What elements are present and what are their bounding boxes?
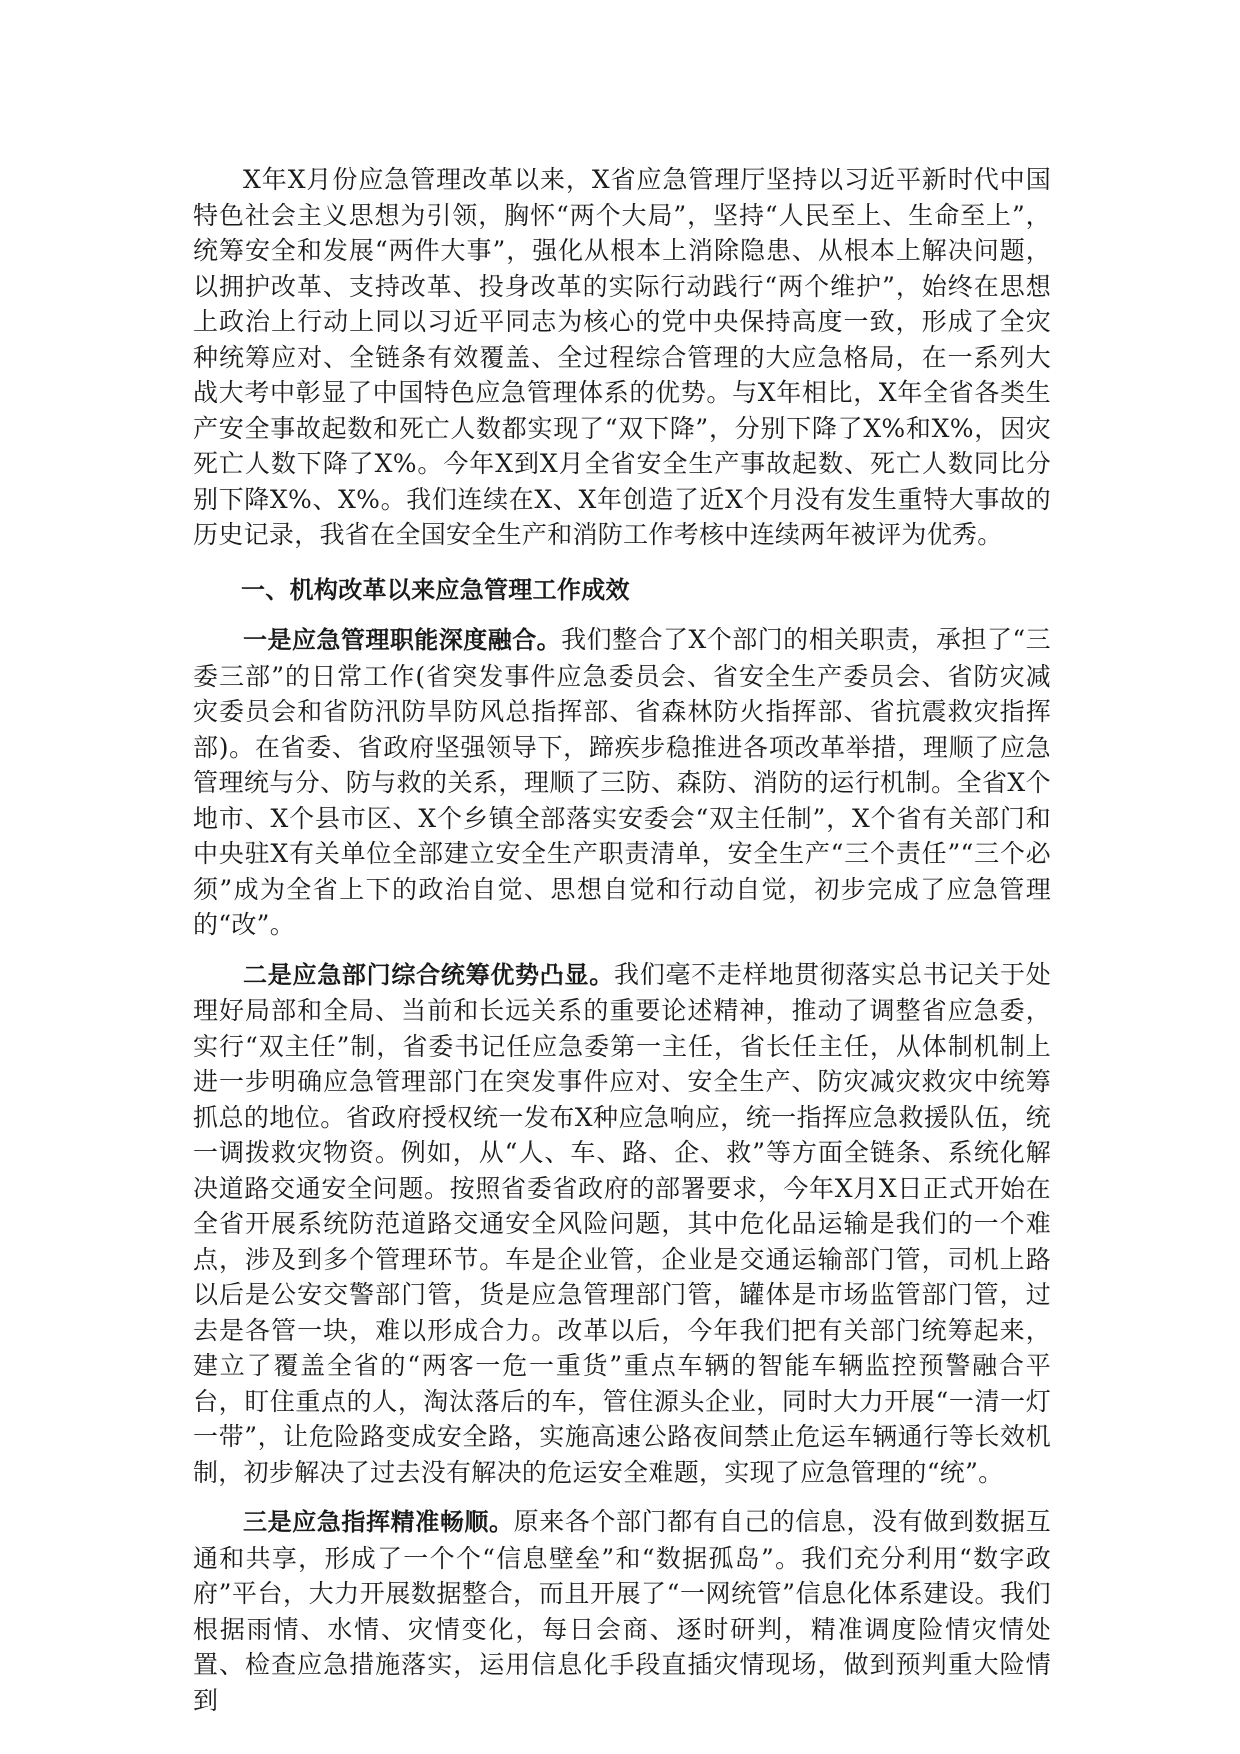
point-lead-1: 一是应急管理职能深度融合。 xyxy=(243,626,562,654)
point-paragraph-3 xyxy=(193,1504,1051,1718)
point-paragraph-2 xyxy=(193,957,1051,1491)
point-lead-3: 三是应急指挥精准畅顺。 xyxy=(243,1508,514,1536)
point-body-1: 我们整合了X个部门的相关职责，承担了“三委三部”的日常工作(省突发事件应急委员会、省安全生产委员会、省防灾减灾委员会和省防汛防旱防风总指挥部、省森林防火指挥部、省抗震救灾指挥部)。在省委、省政府坚强领导下，蹄疾步稳推进各项改革举措，理顺了应急管理统与分、防与救的关系，理顺了三防、森防、消防的运行机制。全省X个地市、X个县市区、X个乡镇全部落实安委会“双主任制”，X个省有关部门和中央驻X有关单位全部建立安全生产职责清单，安全生产“三个责任”“三个必须”成为全省上下的政治自觉、思想自觉和行动自觉，初步完成了应急管理的“改”。 xyxy=(193,625,1051,939)
point-lead-2: 二是应急部门综合统筹优势凸显。 xyxy=(243,960,614,989)
document-body xyxy=(193,162,1051,1718)
section-heading: 一、机构改革以来应急管理工作成效 xyxy=(241,575,630,604)
intro-paragraph: X年X月份应急管理改革以来，X省应急管理厅坚持以习近平新时代中国特色社会主义思想为引领，胸怀“两个大局”，坚持“人民至上、生命至上”，统筹安全和发展“两件大事”，强化从根本上消除隐患、从根本上解决问题，以拥护改革、支持改革、投身改革的实际行动践行“两个维护”，始终在思想上政治上行动上同以习近平同志为核心的党中央保持高度一致，形成了全灾种统筹应对、全链条有效覆盖、全过程综合管理的大应急格局，在一系列大战大考中彰显了中国特色应急管理体系的优势。与X年相比，X年全省各类生产安全事故起数和死亡人数都实现了“双下降”，分别下降了X%和X%，因灾死亡人数下降了X%。今年X到X月全省安全生产事故起数、死亡人数同比分别下降X%、X%。我们连续在X、X年创造了近X个月没有发生重特大事故的历史记录，我省在全国安全生产和消防工作考核中连续两年被评为优秀。 xyxy=(193,165,1051,549)
point-paragraph-1 xyxy=(193,622,1051,943)
point-body-3: 原来各个部门都有自己的信息，没有做到数据互通和共享，形成了一个个“信息壁垒”和“数据孤岛”。我们充分利用“数字政府”平台，大力开展数据整合，而且开展了“一网统管”信息化体系建设。我们根据雨情、水情、灾情变化，每日会商、逐时研判，精准调度险情灾情处置、检查应急措施落实，运用信息化手段直插灾情现场，做到预判重大险情到 xyxy=(193,1507,1051,1715)
point-body-2: 我们毫不走样地贯彻落实总书记关于处理好局部和全局、当前和长远关系的重要论述精神，推动了调整省应急委，实行“双主任”制，省委书记任应急委第一主任，省长任主任，从体制机制上进一步明确应急管理部门在突发事件应对、安全生产、防灾减灾救灾中统筹抓总的地位。省政府授权统一发布X种应急响应，统一指挥应急救援队伍，统一调拨救灾物资。例如，从“人、车、路、企、救”等方面全链条、系统化解决道路交通安全问题。按照省委省政府的部署要求，今年X月X日正式开始在全省开展系统防范道路交通安全风险问题，其中危化品运输是我们的一个难点，涉及到多个管理环节。车是企业管，企业是交通运输部门管，司机上路以后是公安交警部门管，货是应急管理部门管，罐体是市场监管部门管，过去是各管一块，难以形成合力。改革以后，今年我们把有关部门统筹起来，建立了覆盖全省的“两客一危一重货”重点车辆的智能车辆监控预警融合平台，盯住重点的人，淘汰落后的车，管住源头企业，同时大力开展“一清一灯一带”，让危险路变成安全路，实施高速公路夜间禁止危运车辆通行等长效机制，初步解决了过去没有解决的危运安全难题，实现了应急管理的“统”。 xyxy=(193,959,1051,1487)
